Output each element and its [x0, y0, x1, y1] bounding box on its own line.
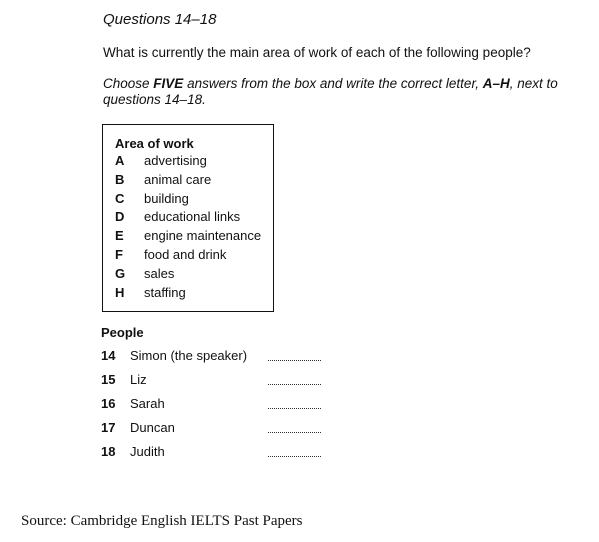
option-text: animal care: [144, 172, 212, 187]
answer-blank-16[interactable]: [268, 408, 321, 409]
people-title: People: [101, 325, 144, 340]
option-h: [115, 285, 186, 304]
option-text: educational links: [144, 209, 241, 224]
instruction-bold-five: FIVE: [153, 76, 184, 91]
option-text: building: [144, 191, 189, 206]
answer-blank-17[interactable]: [268, 432, 321, 433]
questions-heading: Questions 14–18: [103, 11, 217, 28]
answer-blank-15[interactable]: [268, 384, 321, 385]
question-number: 17: [101, 420, 116, 435]
person-row-15: [101, 372, 147, 392]
option-letter: B: [115, 172, 125, 187]
option-letter: E: [115, 228, 124, 243]
question-number: 16: [101, 396, 116, 411]
source-citation: Source: Cambridge English IELTS Past Papers: [21, 513, 303, 529]
person-row-16: [101, 396, 165, 416]
option-b: [115, 172, 211, 191]
option-text: food and drink: [144, 247, 227, 262]
answer-blank-14[interactable]: [268, 360, 321, 361]
person-row-18: [101, 444, 165, 464]
question-text: What is currently the main area of work of each of the following people?: [103, 45, 531, 60]
option-letter: G: [115, 266, 126, 281]
options-box-title: Area of work: [115, 136, 194, 151]
instruction-text: [103, 76, 573, 108]
person-name: Sarah: [130, 396, 165, 411]
option-d: [115, 209, 240, 228]
person-name: Liz: [130, 372, 147, 387]
option-letter: D: [115, 209, 125, 224]
option-text: staffing: [144, 285, 186, 300]
option-e: [115, 228, 261, 247]
person-row-14: [101, 348, 247, 368]
instruction-part-1: Choose: [103, 76, 154, 91]
option-f: [115, 247, 226, 266]
option-text: sales: [144, 266, 175, 281]
person-name: Duncan: [130, 420, 175, 435]
option-letter: C: [115, 191, 125, 206]
question-number: 18: [101, 444, 116, 459]
person-row-17: [101, 420, 175, 440]
option-letter: F: [115, 247, 123, 262]
person-name: Judith: [130, 444, 165, 459]
instruction-bold-range: A–H: [482, 76, 510, 91]
question-number: 15: [101, 372, 116, 387]
option-text: engine maintenance: [144, 228, 262, 243]
instruction-part-2: answers from the box and write the correct letter,: [183, 76, 483, 91]
option-letter: H: [115, 285, 125, 300]
option-c: [115, 191, 189, 210]
option-g: [115, 266, 174, 285]
person-name: Simon (the speaker): [130, 348, 248, 363]
answer-blank-18[interactable]: [268, 456, 321, 457]
option-text: advertising: [144, 153, 207, 168]
question-number: 14: [101, 348, 116, 363]
instruction-part-3: , next to questions 14–18.: [103, 76, 558, 107]
option-a: [115, 153, 207, 172]
option-letter: A: [115, 153, 125, 168]
